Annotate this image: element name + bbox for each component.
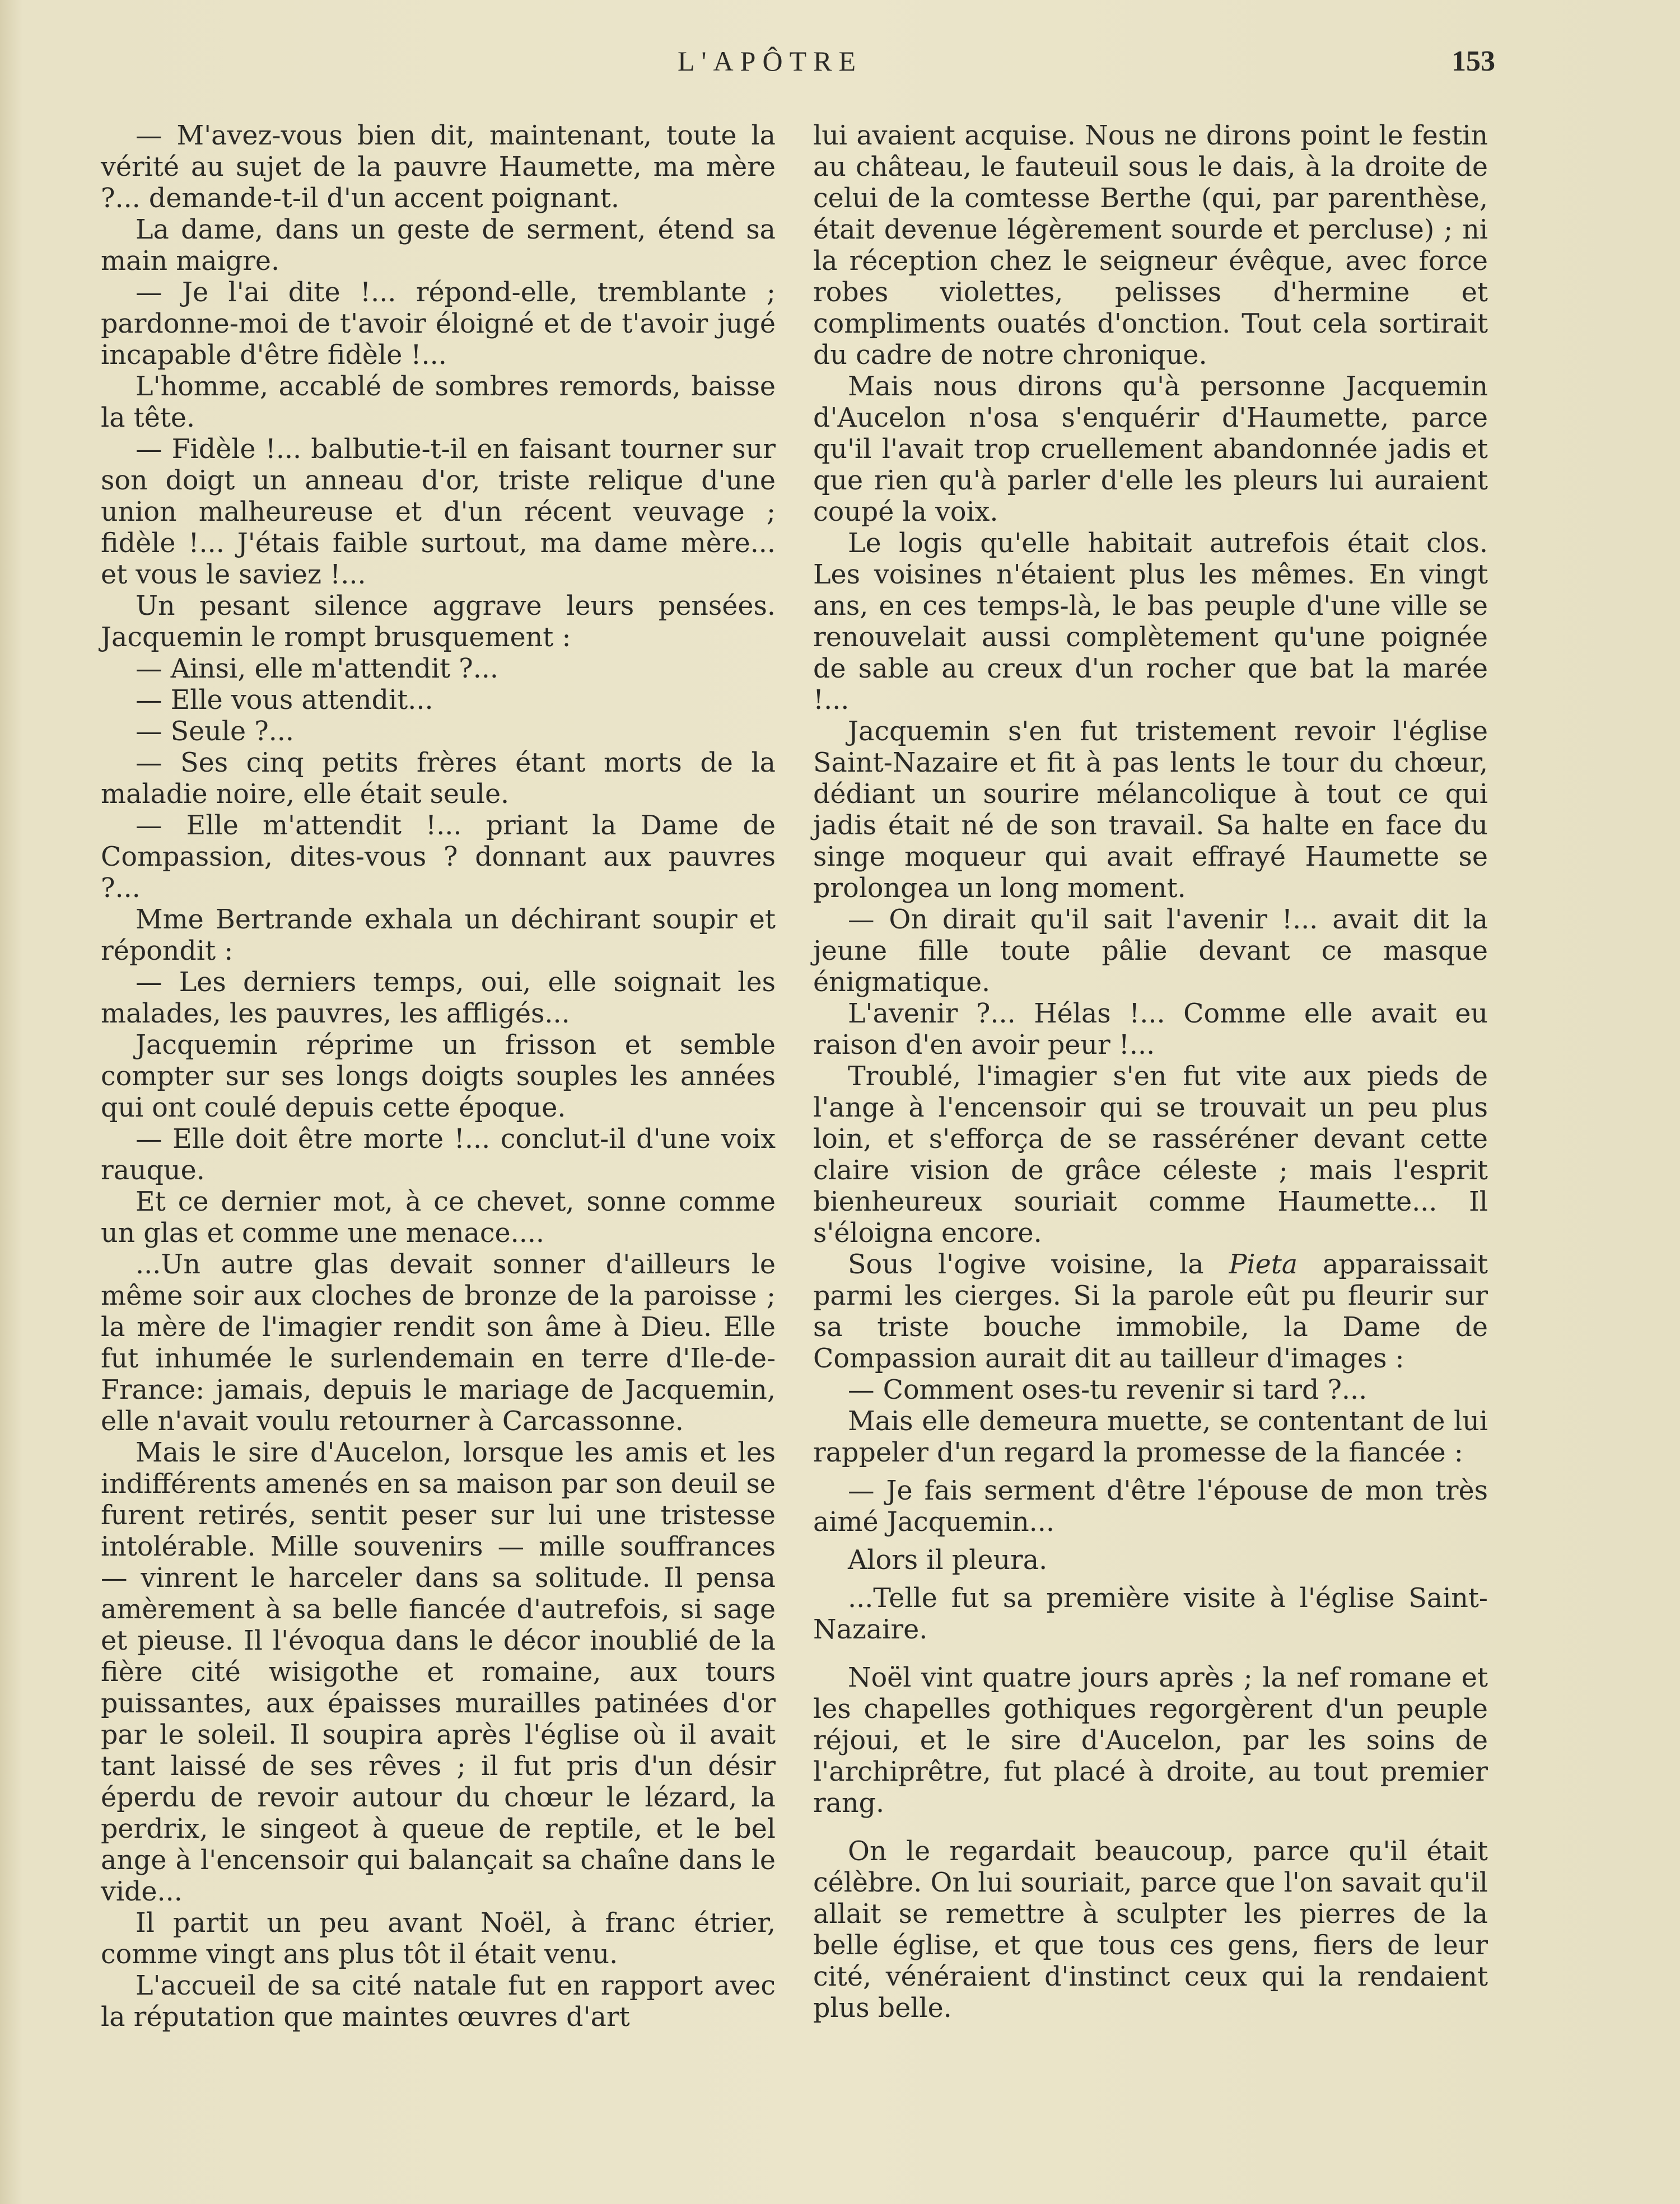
paragraph: Jacquemin réprime un frisson et semble compter sur ses longs doigts souples les années qui ont coulé depuis cette époque.	[101, 1030, 776, 1123]
paragraph: L'homme, accablé de sombres remords, baisse la tête.	[101, 371, 776, 433]
paragraph	[813, 1249, 1488, 1375]
paragraph: Alors il pleura.	[848, 1545, 1048, 1576]
paragraph: Jacquemin s'en fut tristement revoir l'église Saint-Nazaire et fit à pas lents le tour du chœur, dédiant un sourire mélancolique à tout ce qui jadis était né de son travail. Sa halte en face du singe moqueur qui avait effrayé Haumette se prolongea un long moment.	[813, 716, 1488, 904]
artwork-title: Pieta	[1229, 1249, 1298, 1280]
paragraph: — Je l'ai dite !... répond-elle, tremblante ; pardonne-moi de t'avoir éloigné et de t'avoir jugé incapable d'être fidèle !...	[101, 277, 776, 371]
paragraph: Mme Bertrande exhala un déchirant soupir et répondit :	[101, 904, 776, 966]
paragraph: Noël vint quatre jours après ; la nef romane et les chapelles gothiques regorgèrent d'un peuple réjoui, et le sire d'Aucelon, par les soins de l'archiprêtre, fut placé à droite, au tout premier rang.	[813, 1663, 1488, 1819]
paragraph: — Ses cinq petits frères étant morts de la maladie noire, elle était seule.	[101, 748, 776, 810]
paragraph: — Elle doit être morte !... conclut-il d'une voix rauque.	[101, 1124, 776, 1186]
paragraph: — Elle m'attendit !... priant la Dame de Compassion, dites-vous ? donnant aux pauvres ?...	[101, 810, 776, 904]
running-title: L'APÔTRE	[678, 45, 863, 77]
page-number: 153	[1452, 45, 1495, 77]
paragraph: Un pesant silence aggrave leurs pensées. Jacquemin le rompt brusquement :	[101, 591, 776, 653]
left-column	[101, 120, 776, 2033]
paragraph-text: apparaissait parmi les cierges. Si la parole eût pu fleurir sur sa triste bouche immobile, la Dame de Compassion aurait dit au tailleur d'images :	[813, 1249, 1488, 1374]
paragraph: ...Un autre glas devait sonner d'ailleurs le même soir aux cloches de bronze de la paroisse ; la mère de l'imagier rendit son âme à Dieu. Elle fut inhumée le surlendemain en terre d'Ile-de-France: jamais, depuis le mariage de Jacquemin, elle n'avait voulu retourner à Carcassonne.	[101, 1249, 776, 1437]
right-column	[813, 120, 1488, 2024]
paragraph: — M'avez-vous bien dit, maintenant, toute la vérité au sujet de la pauvre Haumette, ma mère ?... demande-t-il d'un accent poignant.	[101, 120, 776, 214]
paragraph: La dame, dans un geste de serment, étend sa main maigre.	[101, 214, 776, 277]
paragraph: Mais nous dirons qu'à personne Jacquemin d'Aucelon n'osa s'enquérir d'Haumette, parce qu'il l'avait trop cruellement abandonnée jadis et que rien qu'à parler d'elle les pleurs lui auraient coupé la voix.	[813, 371, 1488, 527]
paragraph: L'accueil de sa cité natale fut en rapport avec la réputation que maintes œuvres d'art	[101, 1970, 776, 2033]
paragraph: On le regardait beaucoup, parce qu'il était célèbre. On lui souriait, parce que l'on savait qu'il allait se remettre à sculpter les pierres de la belle église, et que tous ces gens, fiers de leur cité, vénéraient d'instinct ceux qui la rendaient plus belle.	[813, 1836, 1488, 2024]
paragraph: — Fidèle !... balbutie-t-il en faisant tourner sur son doigt un anneau d'or, triste relique d'une union malheureuse et d'un récent veuvage ; fidèle !... J'étais faible surtout, ma dame mère... et vous le saviez !...	[101, 434, 776, 590]
paragraph: Et ce dernier mot, à ce chevet, sonne comme un glas et comme une menace....	[101, 1187, 776, 1249]
paragraph: L'avenir ?... Hélas !... Comme elle avait eu raison d'en avoir peur !...	[813, 998, 1488, 1061]
paragraph: — Je fais serment d'être l'épouse de mon très aimé Jacquemin...	[813, 1475, 1488, 1538]
paragraph: Troublé, l'imagier s'en fut vite aux pieds de l'ange à l'encensoir qui se trouvait un peu plus loin, et s'efforça de se rasséréner devant cette claire vision de grâce céleste ; mais l'esprit bienheureux souriait comme Haumette... Il s'éloigna encore.	[813, 1061, 1488, 1249]
paragraph: — Seule ?...	[136, 716, 295, 747]
paragraph-text: Sous l'ogive voisine, la	[848, 1249, 1204, 1280]
paragraph: Mais elle demeura muette, se contentant de lui rappeler d'un regard la promesse de la fiancée :	[813, 1406, 1488, 1468]
paragraph: ...Telle fut sa première visite à l'église Saint-Nazaire.	[813, 1583, 1488, 1645]
paragraph: Le logis qu'elle habitait autrefois était clos. Les voisines n'étaient plus les mêmes. En vingt ans, en ces temps-là, le bas peuple d'une ville se renouvelait aussi complètement qu'une poignée de sable au creux d'un rocher que bat la marée !...	[813, 528, 1488, 716]
paragraph: Il partit un peu avant Noël, à franc étrier, comme vingt ans plus tôt il était venu.	[101, 1908, 776, 1970]
paragraph: — Comment oses-tu revenir si tard ?...	[848, 1375, 1368, 1405]
paragraph: — Elle vous attendit...	[136, 685, 433, 716]
paragraph: — On dirait qu'il sait l'avenir !... avait dit la jeune fille toute pâlie devant ce masque énigmatique.	[813, 904, 1488, 998]
running-head	[0, 45, 1680, 84]
paragraph: lui avaient acquise. Nous ne dirons point le festin au château, le fauteuil sous le dais, à la droite de celui de la comtesse Berthe (qui, par parenthèse, était devenue légèrement sourde et percluse) ; ni la réception chez le seigneur évêque, avec force robes violettes, pelisses d'hermine et compliments ouatés d'onction. Tout cela sortirait du cadre de notre chronique.	[813, 120, 1488, 371]
paragraph: — Les derniers temps, oui, elle soignait les malades, les pauvres, les affligés...	[101, 967, 776, 1029]
paragraph: — Ainsi, elle m'attendit ?...	[136, 653, 498, 684]
paragraph: Mais le sire d'Aucelon, lorsque les amis et les indifférents amenés en sa maison par son deuil se furent retirés, sentit peser sur lui une tristesse intolérable. Mille souvenirs — mille souffrances — vinrent le harceler dans sa solitude. Il pensa amèrement à sa belle fiancée d'autrefois, si sage et pieuse. Il l'évoqua dans le décor inoublié de la fière cité wisigothe et romaine, aux tours puissantes, aux épaisses murailles patinées d'or par le soleil. Il soupira après l'église où il avait tant laissé de ses rêves ; il fut pris d'un désir éperdu de revoir autour du chœur le lézard, la perdrix, le singeot à queue de reptile, et le bel ange à l'encensoir qui balançait sa chaîne dans le vide...	[101, 1437, 776, 1907]
